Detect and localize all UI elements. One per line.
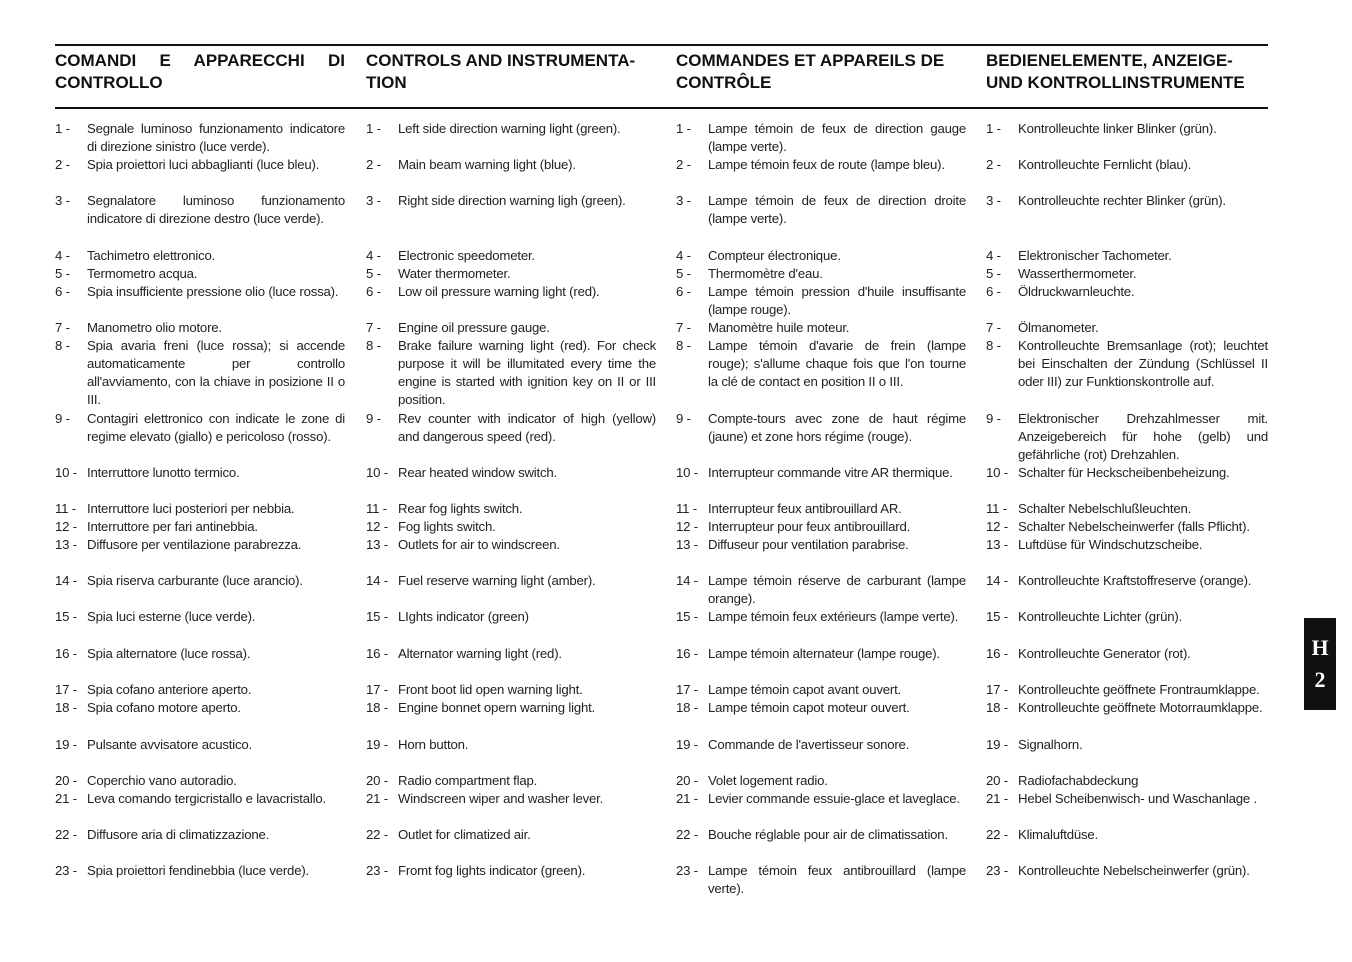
list-item — [676, 608, 966, 626]
item-number: 18 - — [55, 700, 77, 715]
list-item — [986, 736, 1268, 754]
list-item — [366, 319, 656, 337]
item-number: 23 - — [366, 863, 388, 878]
list-item — [676, 862, 966, 898]
list-item — [986, 699, 1268, 717]
item-number: 23 - — [676, 863, 698, 878]
item-number: 17 - — [986, 682, 1008, 697]
item-number: 13 - — [366, 537, 388, 552]
item-text: Interrupteur commande vitre AR thermique. — [708, 465, 953, 480]
item-number: 14 - — [986, 573, 1008, 588]
item-number: 3 - — [676, 193, 691, 208]
list-item — [676, 536, 966, 554]
item-number: 7 - — [676, 320, 691, 335]
list-item — [55, 608, 345, 626]
item-number: 6 - — [366, 284, 381, 299]
list-item — [676, 772, 966, 790]
item-text: Tachimetro elettronico. — [87, 248, 216, 263]
item-number: 7 - — [55, 320, 70, 335]
item-number: 11 - — [55, 501, 76, 516]
list-item — [676, 464, 966, 482]
item-text: Schalter für Heckscheibenbeheizung. — [1018, 465, 1230, 480]
item-number: 4 - — [55, 248, 70, 263]
item-number: 11 - — [366, 501, 387, 516]
item-number: 9 - — [55, 411, 70, 426]
list-item — [986, 120, 1268, 138]
list-item — [676, 572, 966, 608]
item-text: Kontrolleuchte geöffnete Frontraumklappe. — [1018, 682, 1260, 697]
item-text: Interruttore per fari antinebbia. — [87, 519, 258, 534]
item-text: Rev counter with indicator of high (yellow) and dangerous speed (red). — [398, 411, 656, 444]
list-item — [676, 156, 966, 174]
item-text: Engine bonnet opern warning light. — [398, 700, 596, 715]
item-text: Horn button. — [398, 737, 469, 752]
item-text: Spia cofano anteriore aperto. — [87, 682, 252, 697]
list-item — [55, 265, 345, 283]
item-text: Lampe témoin capot moteur ouvert. — [708, 700, 910, 715]
item-number: 21 - — [366, 791, 388, 806]
item-number: 18 - — [676, 700, 698, 715]
item-number: 2 - — [986, 157, 1001, 172]
list-item — [55, 572, 345, 590]
item-number: 21 - — [55, 791, 77, 806]
item-number: 22 - — [366, 827, 388, 842]
item-number: 16 - — [986, 646, 1008, 661]
item-number: 23 - — [986, 863, 1008, 878]
item-number: 15 - — [676, 609, 698, 624]
list-item — [986, 464, 1268, 482]
item-number: 1 - — [55, 121, 70, 136]
item-text: Main beam warning light (blue). — [398, 157, 576, 172]
list-item — [55, 247, 345, 265]
item-number: 10 - — [676, 465, 698, 480]
list-item — [986, 265, 1268, 283]
item-number: 16 - — [676, 646, 698, 661]
item-text: Commande de l'avertisseur sonore. — [708, 737, 910, 752]
item-number: 3 - — [366, 193, 381, 208]
list-item — [676, 645, 966, 663]
item-text: Diffuseur pour ventilation parabrise. — [708, 537, 909, 552]
heading-french: COMMANDES ET APPAREILS DE CONTRÔLE — [676, 51, 945, 92]
item-number: 10 - — [55, 465, 77, 480]
list-item — [55, 518, 345, 536]
item-number: 22 - — [676, 827, 698, 842]
item-number: 14 - — [55, 573, 77, 588]
list-item — [676, 283, 966, 319]
item-number: 1 - — [366, 121, 381, 136]
list-item — [676, 247, 966, 265]
list-item — [986, 862, 1268, 880]
list-item — [55, 410, 345, 446]
item-text: Leva comando tergicristallo e lavacristallo. — [87, 791, 326, 806]
item-text: Engine oil pressure gauge. — [398, 320, 550, 335]
item-number: 12 - — [986, 519, 1008, 534]
list-item — [55, 862, 345, 880]
item-text: Fuel reserve warning light (amber). — [398, 573, 596, 588]
item-text: Manometro olio motore. — [87, 320, 222, 335]
list-item — [366, 500, 656, 518]
list-item — [676, 319, 966, 337]
item-number: 21 - — [986, 791, 1008, 806]
list-item — [676, 120, 966, 156]
item-number: 1 - — [986, 121, 1001, 136]
list-item — [366, 536, 656, 554]
item-number: 18 - — [366, 700, 388, 715]
list-item — [55, 645, 345, 663]
list-item — [55, 699, 345, 717]
item-text: Spia riserva carburante (luce arancio). — [87, 573, 303, 588]
list-item — [986, 790, 1268, 808]
item-number: 10 - — [366, 465, 388, 480]
item-text: Spia avaria freni (luce rossa); si accende automaticamente per controllo all'avviamento, con la chiave in posizione II o III. — [87, 338, 345, 407]
item-text: Rear heated window switch. — [398, 465, 557, 480]
item-number: 12 - — [366, 519, 388, 534]
list-item — [366, 464, 656, 482]
item-text: Left side direction warning light (green). — [398, 121, 621, 136]
item-number: 2 - — [676, 157, 691, 172]
item-number: 8 - — [55, 338, 70, 353]
item-number: 19 - — [986, 737, 1008, 752]
list-item — [366, 192, 656, 210]
item-number: 5 - — [55, 266, 70, 281]
item-number: 19 - — [366, 737, 388, 752]
item-text: Fromt fog lights indicator (green). — [398, 863, 586, 878]
item-number: 15 - — [986, 609, 1008, 624]
item-text: Kontrolleuchte Lichter (grün). — [1018, 609, 1183, 624]
item-text: Radio compartment flap. — [398, 773, 538, 788]
list-item — [676, 699, 966, 717]
list-item — [55, 681, 345, 699]
list-item — [366, 572, 656, 590]
list-item — [676, 518, 966, 536]
item-text: Right side direction warning ligh (green). — [398, 193, 626, 208]
item-number: 8 - — [676, 338, 691, 353]
item-number: 22 - — [55, 827, 77, 842]
item-number: 11 - — [676, 501, 697, 516]
list-item — [55, 319, 345, 337]
item-number: 5 - — [986, 266, 1001, 281]
item-text: Wasserthermometer. — [1018, 266, 1137, 281]
item-text: Contagiri elettronico con indicate le zone di regime elevato (giallo) e pericoloso (rosso). — [87, 411, 345, 444]
item-number: 3 - — [55, 193, 70, 208]
item-text: Lampe témoin feux extérieurs (lampe verte). — [708, 609, 959, 624]
list-item — [986, 319, 1268, 337]
item-text: Spia proiettori fendinebbia (luce verde). — [87, 863, 309, 878]
item-number: 3 - — [986, 193, 1001, 208]
list-item — [676, 337, 966, 391]
item-text: Spia insufficiente pressione olio (luce rossa). — [87, 284, 339, 299]
item-number: 23 - — [55, 863, 77, 878]
list-item — [986, 410, 1268, 464]
item-number: 6 - — [986, 284, 1001, 299]
item-number: 20 - — [986, 773, 1008, 788]
list-item — [676, 410, 966, 446]
heading-english: CONTROLS AND INSTRUMENTA- TION — [366, 51, 636, 92]
item-text: Klimaluftdüse. — [1018, 827, 1099, 842]
item-text: Interruttore luci posteriori per nebbia. — [87, 501, 295, 516]
list-item — [676, 826, 966, 844]
section-tab-letter: H — [1311, 635, 1329, 660]
item-text: Electronic speedometer. — [398, 248, 535, 263]
item-text: Lampe témoin feux de route (lampe bleu). — [708, 157, 945, 172]
item-text: Luftdüse für Windschutzscheibe. — [1018, 537, 1203, 552]
item-number: 18 - — [986, 700, 1008, 715]
item-text: Elektronischer Tachometer. — [1018, 248, 1172, 263]
item-number: 5 - — [366, 266, 381, 281]
item-number: 11 - — [986, 501, 1007, 516]
item-text: Kontrolleuchte Kraftstoffreserve (orange). — [1018, 573, 1252, 588]
item-number: 22 - — [986, 827, 1008, 842]
item-text: Volet logement radio. — [708, 773, 828, 788]
item-number: 2 - — [366, 157, 381, 172]
item-text: Kontrolleuchte Fernlicht (blau). — [1018, 157, 1192, 172]
item-text: Radiofachabdeckung — [1018, 773, 1139, 788]
list-item — [366, 337, 656, 409]
item-text: Lampe témoin réserve de carburant (lampe orange). — [708, 573, 966, 606]
item-text: Segnale luminoso funzionamento indicatore di direzione sinistro (luce verde). — [87, 121, 345, 154]
item-number: 17 - — [366, 682, 388, 697]
item-text: Interrupteur feux antibrouillard AR. — [708, 501, 902, 516]
item-text: Lampe témoin feux antibrouillard (lampe verte). — [708, 863, 966, 896]
item-text: Lampe témoin pression d'huile insuffisante (lampe rouge). — [708, 284, 966, 317]
item-text: Brake failure warning light (red). For check purpose it will be illumitated every time the engine is started with ignition key on II or III position. — [398, 338, 656, 407]
item-number: 15 - — [55, 609, 77, 624]
list-item — [676, 265, 966, 283]
item-number: 1 - — [676, 121, 691, 136]
list-item — [986, 283, 1268, 301]
list-item — [986, 681, 1268, 699]
item-text: Kontrolleuchte rechter Blinker (grün). — [1018, 193, 1226, 208]
item-text: LIghts indicator (green) — [398, 609, 529, 624]
header-rule — [55, 107, 1268, 109]
list-item — [986, 337, 1268, 391]
item-text: Kontrolleuchte linker Blinker (grün). — [1018, 121, 1217, 136]
item-number: 9 - — [986, 411, 1001, 426]
item-text: Lampe témoin de feux de direction gauge (lampe verte). — [708, 121, 966, 154]
item-text: Rear fog lights switch. — [398, 501, 523, 516]
list-item — [366, 120, 656, 138]
list-item — [676, 790, 966, 808]
item-text: Interrupteur pour feux antibrouillard. — [708, 519, 911, 534]
item-number: 14 - — [366, 573, 388, 588]
list-item — [366, 645, 656, 663]
item-text: Kontrolleuchte geöffnete Motorraumklappe. — [1018, 700, 1263, 715]
item-number: 12 - — [676, 519, 698, 534]
item-text: Thermomètre d'eau. — [708, 266, 823, 281]
item-number: 15 - — [366, 609, 388, 624]
list-item — [55, 536, 345, 554]
item-number: 16 - — [366, 646, 388, 661]
item-text: Lampe témoin capot avant ouvert. — [708, 682, 901, 697]
item-text: Interruttore lunotto termico. — [87, 465, 240, 480]
list-item — [366, 699, 656, 717]
item-text: Spia proiettori luci abbaglianti (luce bleu). — [87, 157, 320, 172]
item-text: Coperchio vano autoradio. — [87, 773, 237, 788]
list-item — [366, 410, 656, 446]
top-rule — [55, 44, 1268, 46]
item-text: Lampe témoin d'avarie de frein (lampe rouge); s'allume chaque fois que l'on tourne la clé de contact en position II o III. — [708, 338, 966, 389]
heading-italian: COMANDI E APPARECCHI DI CONTROLLO — [55, 51, 345, 92]
list-item — [986, 572, 1268, 590]
item-text: Levier commande essuie-glace et laveglace. — [708, 791, 960, 806]
list-item — [366, 283, 656, 301]
item-text: Outlets for air to windscreen. — [398, 537, 560, 552]
list-item — [986, 247, 1268, 265]
list-item — [55, 790, 345, 808]
item-number: 6 - — [55, 284, 70, 299]
item-text: Low oil pressure warning light (red). — [398, 284, 600, 299]
item-number: 19 - — [676, 737, 698, 752]
item-text: Lampe témoin de feux de direction droite (lampe verte). — [708, 193, 966, 226]
list-item — [986, 500, 1268, 518]
list-item — [676, 500, 966, 518]
list-item — [55, 192, 345, 228]
item-number: 4 - — [986, 248, 1001, 263]
item-text: Pulsante avvisatore acustico. — [87, 737, 252, 752]
section-tab-number: 2 — [1314, 667, 1326, 692]
item-text: Manomètre huile moteur. — [708, 320, 850, 335]
heading-german: BEDIENELEMENTE, ANZEIGE- UND KONTROLLINSTRUMENTE — [986, 51, 1245, 92]
item-text: Front boot lid open warning light. — [398, 682, 583, 697]
item-text: Signalhorn. — [1018, 737, 1083, 752]
list-item — [366, 265, 656, 283]
item-text: Diffusore per ventilazione parabrezza. — [87, 537, 302, 552]
list-item — [676, 681, 966, 699]
section-tab — [1304, 618, 1336, 710]
item-number: 21 - — [676, 791, 698, 806]
item-number: 12 - — [55, 519, 77, 534]
list-item — [366, 772, 656, 790]
item-number: 20 - — [676, 773, 698, 788]
item-number: 20 - — [55, 773, 77, 788]
item-text: Alternator warning light (red). — [398, 646, 562, 661]
list-item — [55, 156, 345, 174]
list-item — [55, 337, 345, 409]
item-number: 5 - — [676, 266, 691, 281]
item-text: Compte-tours avec zone de haut régime (jaune) et zone hors régime (rouge). — [708, 411, 966, 444]
list-item — [986, 156, 1268, 174]
item-text: Windscreen wiper and washer lever. — [398, 791, 604, 806]
item-number: 17 - — [55, 682, 77, 697]
item-number: 4 - — [366, 248, 381, 263]
item-text: Schalter Nebelschlußleuchten. — [1018, 501, 1192, 516]
list-item — [986, 192, 1268, 210]
list-item — [366, 736, 656, 754]
list-item — [55, 736, 345, 754]
item-number: 13 - — [986, 537, 1008, 552]
list-item — [366, 862, 656, 880]
item-number: 13 - — [55, 537, 77, 552]
item-text: Schalter Nebelscheinwerfer (falls Pflicht). — [1018, 519, 1250, 534]
item-number: 13 - — [676, 537, 698, 552]
item-text: Kontrolleuchte Nebelscheinwerfer (grün). — [1018, 863, 1250, 878]
item-text: Hebel Scheibenwisch- und Waschanlage . — [1018, 791, 1257, 806]
list-item — [366, 608, 656, 626]
list-item — [55, 120, 345, 156]
item-number: 7 - — [366, 320, 381, 335]
item-number: 9 - — [366, 411, 381, 426]
item-text: Bouche réglable pour air de climatissation. — [708, 827, 948, 842]
item-number: 6 - — [676, 284, 691, 299]
item-number: 9 - — [676, 411, 691, 426]
item-text: Segnalatore luminoso funzionamento indicatore di direzione destro (luce verde). — [87, 193, 345, 226]
item-text: Ölmanometer. — [1018, 320, 1099, 335]
list-item — [986, 826, 1268, 844]
item-text: Water thermometer. — [398, 266, 511, 281]
item-number: 19 - — [55, 737, 77, 752]
item-number: 17 - — [676, 682, 698, 697]
list-item — [55, 283, 345, 301]
list-item — [366, 826, 656, 844]
item-number: 7 - — [986, 320, 1001, 335]
item-text: Spia cofano motore aperto. — [87, 700, 241, 715]
list-item — [55, 826, 345, 844]
item-text: Fog lights switch. — [398, 519, 496, 534]
item-text: Öldruckwarnleuchte. — [1018, 284, 1135, 299]
list-item — [55, 772, 345, 790]
item-number: 8 - — [986, 338, 1001, 353]
list-item — [676, 736, 966, 754]
item-number: 20 - — [366, 773, 388, 788]
list-item — [366, 790, 656, 808]
list-item — [986, 645, 1268, 663]
list-item — [366, 156, 656, 174]
list-item — [986, 518, 1268, 536]
item-number: 2 - — [55, 157, 70, 172]
item-text: Spia luci esterne (luce verde). — [87, 609, 256, 624]
item-text: Lampe témoin alternateur (lampe rouge). — [708, 646, 940, 661]
list-item — [366, 681, 656, 699]
item-text: Termometro acqua. — [87, 266, 198, 281]
item-number: 8 - — [366, 338, 381, 353]
item-text: Diffusore aria di climatizzazione. — [87, 827, 270, 842]
list-item — [986, 772, 1268, 790]
list-item — [55, 500, 345, 518]
item-text: Outlet for climatized air. — [398, 827, 531, 842]
item-text: Elektronischer Drehzahlmesser mit. Anzeigebereich für hohe (gelb) und gefährliche (rot) Drehzahlen. — [1018, 411, 1268, 462]
item-text: Compteur électronique. — [708, 248, 841, 263]
list-item — [55, 464, 345, 482]
list-item — [366, 518, 656, 536]
item-number: 14 - — [676, 573, 698, 588]
list-item — [366, 247, 656, 265]
item-text: Kontrolleuchte Generator (rot). — [1018, 646, 1191, 661]
item-text: Spia alternatore (luce rossa). — [87, 646, 251, 661]
item-text: Kontrolleuchte Bremsanlage (rot); leuchtet bei Einschalten der Zündung (Schlüssel II oder III) zur Funktionskontrolle auf. — [1018, 338, 1268, 389]
item-number: 4 - — [676, 248, 691, 263]
list-item — [986, 536, 1268, 554]
list-item — [986, 608, 1268, 626]
item-number: 16 - — [55, 646, 77, 661]
item-number: 10 - — [986, 465, 1008, 480]
list-item — [676, 192, 966, 228]
